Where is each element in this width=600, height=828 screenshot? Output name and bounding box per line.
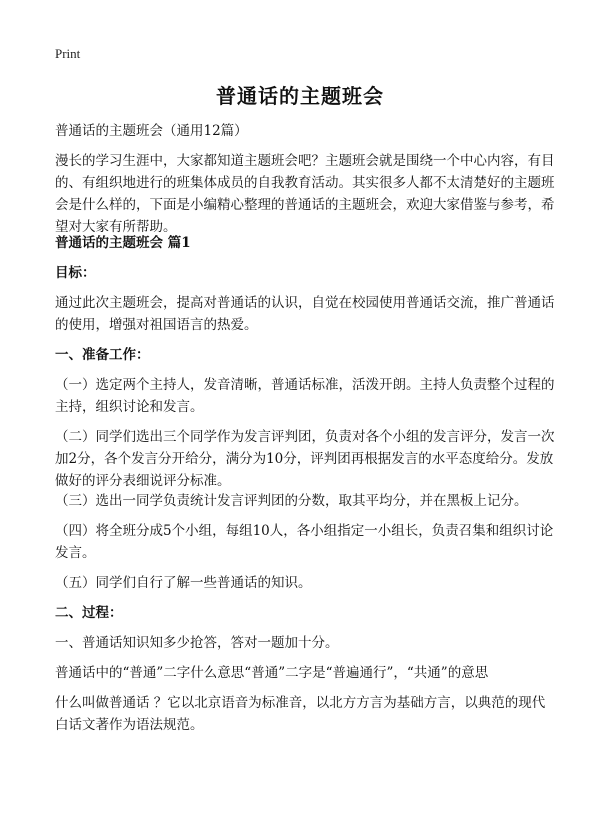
page-title: 普通话的主题班会 (216, 84, 384, 108)
intro-paragraph: 漫长的学习生涯中，大家都知道主题班会吧？主题班会就是围绕一个中心内容，有目的、有组织地进行的班集体成员的自我教育活动。其实很多人都不太清楚好的主题班会是什么样的，下面是小编精心整理的普通话的主题班会，欢迎大家借鉴与参考，希望对大家有所帮助。 (55, 153, 555, 235)
process-item: 什么叫做普通话 ？它以北京语音为标准音，以北方方言为基础方言，以典范的现代白话文著作为语法规范。 (55, 695, 546, 733)
goal-paragraph: 通过此次主题班会，提高对普通话的认识，自觉在校园使用普通话交流，推广普通话的使用，增强对祖国语言的热爱。 (55, 295, 555, 333)
prep-item: （五）同学们自行了解一些普通话的知识。 (55, 575, 312, 591)
prep-item: （一）选定两个主持人，发音清晰，普通话标准，活泼开朗。主持人负责整个过程的主持，组织讨论和发言。 (55, 377, 555, 415)
process-item: 普通话中的“普通”二字什么意思“普通”二字是“普遍通行”，“共通”的意思 (55, 665, 489, 681)
document-subtitle: 普通话的主题班会（通用12篇） (55, 123, 248, 139)
prep-heading: 一、准备工作： (55, 347, 150, 363)
prep-item: （二）同学们选出三个同学作为发言评判团，负责对各个小组的发言评分，发言一次加2分，各个发言分开给分，满分为10分，评判团再根据发言的水平态度给分。发放做好的评分表细说评分标准。 (55, 429, 555, 489)
section-heading: 普通话的主题班会 篇1 (55, 235, 191, 251)
goal-heading: 目标： (55, 265, 96, 281)
process-heading: 二、过程： (55, 605, 123, 621)
prep-item: （三）选出一同学负责统计发言评判团的分数，取其平均分，并在黑板上记分。 (55, 493, 528, 509)
prep-item: （四）将全班分成5个小组，每组10人，各小组指定一小组长，负责召集和组织讨论发言。 (55, 523, 554, 561)
process-item: 一、普通话知识知多少抢答，答对一题加十分。 (55, 635, 339, 651)
print-link[interactable]: Print (55, 46, 81, 61)
